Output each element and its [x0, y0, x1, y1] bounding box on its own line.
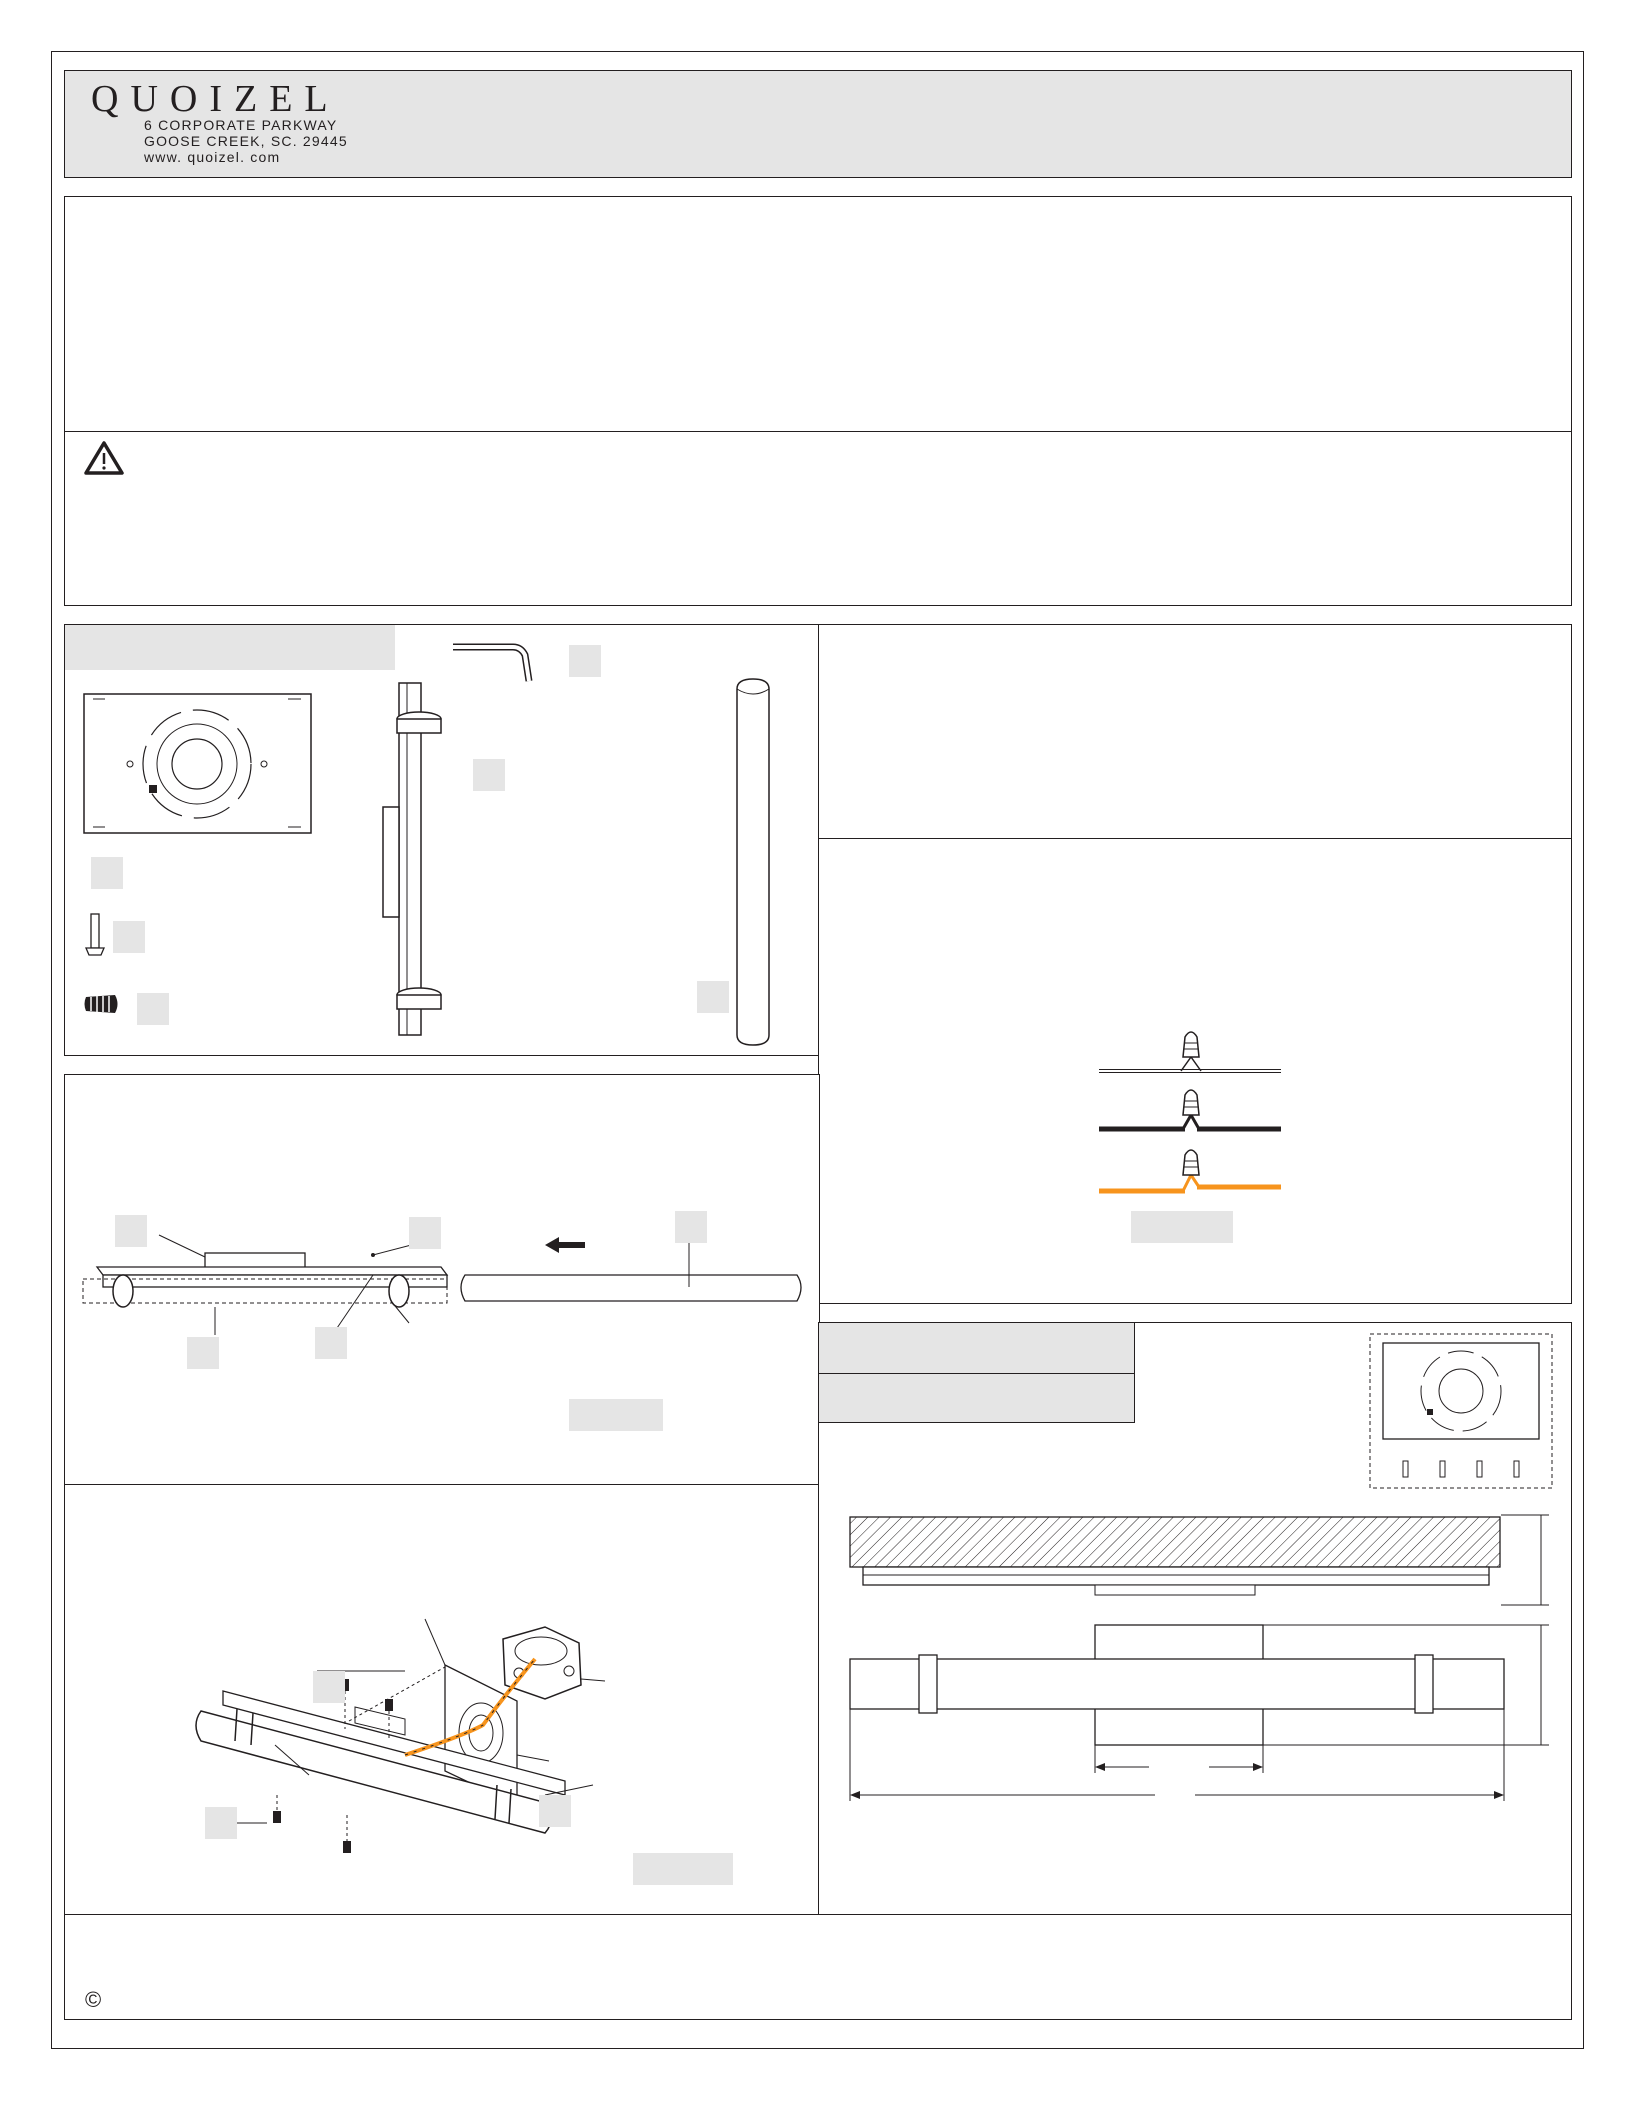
part-label-c — [137, 993, 169, 1025]
website-link[interactable]: www. quoizel. com — [144, 149, 281, 165]
glass-insert-step — [64, 1074, 820, 1486]
fixture-backplate-icon — [379, 679, 459, 1039]
callout-glass — [675, 1211, 707, 1243]
step-right-1 — [818, 624, 1572, 840]
ground-wire-connection — [1099, 1032, 1281, 1071]
mounting-plate-icon — [83, 693, 313, 835]
front-view-diagram — [849, 1623, 1559, 1813]
screw-icon — [85, 913, 105, 957]
parts-title-tab — [65, 625, 395, 670]
callout-fixture-body — [539, 1795, 571, 1827]
callout-mounting-screw — [313, 1671, 345, 1703]
brand-logo: QUOIZEL — [91, 78, 340, 120]
wiring-step-section — [818, 838, 1572, 1304]
copyright-symbol: © — [85, 1987, 102, 2012]
parts-list-section — [64, 624, 820, 1056]
figure-label-wiring — [1131, 1211, 1233, 1243]
callout-ring — [315, 1327, 347, 1359]
warning-section — [64, 431, 1572, 606]
figure-label-glass — [569, 1399, 663, 1431]
footer-section — [64, 1914, 1572, 2020]
part-label-f — [697, 981, 729, 1013]
callout-backplate — [187, 1337, 219, 1369]
hardware-inset — [1369, 1333, 1553, 1489]
part-label-e — [473, 759, 505, 791]
dimensions-section — [818, 1322, 1572, 1916]
warning-triangle-icon — [83, 440, 125, 476]
part-label-b — [113, 921, 145, 953]
callout-set-screw — [205, 1807, 237, 1839]
callout-screw — [409, 1217, 441, 1249]
black-wire-connection — [1099, 1090, 1281, 1129]
mounting-step-section — [64, 1484, 820, 1916]
address-line-1: 6 CORPORATE PARKWAY — [144, 117, 338, 133]
header-banner — [64, 70, 1572, 178]
figure-label-mounting — [633, 1853, 733, 1885]
arrow-left-icon — [545, 1237, 585, 1253]
intro-section — [64, 196, 1572, 432]
mounting-exploded-diagram — [105, 1615, 665, 1895]
wire-nut-icon — [83, 993, 121, 1015]
glass-tube-icon — [733, 677, 773, 1047]
address-line-2: GOOSE CREEK, SC. 29445 — [144, 133, 348, 149]
allen-wrench-icon — [451, 643, 531, 685]
part-label-d — [569, 645, 601, 677]
side-view-diagram — [849, 1513, 1559, 1623]
wiring-diagram — [1095, 1019, 1295, 1205]
callout-fixture — [115, 1215, 147, 1247]
orange-wire-connection — [1099, 1150, 1281, 1191]
part-label-a — [91, 857, 123, 889]
